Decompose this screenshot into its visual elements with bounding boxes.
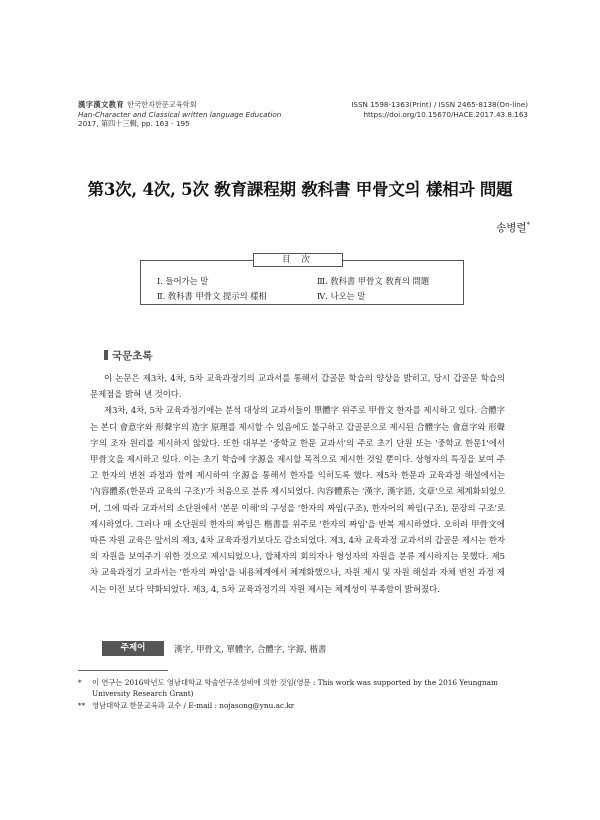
footnotes [78,677,528,711]
footnote-text: 이 연구는 2016학년도 영남대학교 학술연구조성비에 의한 것임(영문 : This work was supported by the 2016 Yeungnam University Research Grant) [92,678,498,699]
toc-item: Ⅱ. 敎科書 甲骨文 提示의 樣相 [157,291,267,301]
author-name: 송병렬 [496,222,527,234]
toc-item: Ⅲ. 敎科書 甲骨文 敎育의 問題 [317,276,430,286]
toc-heading: 目 次 [253,253,343,267]
keywords-label: 주제어 [102,641,164,656]
abstract-heading [104,348,153,363]
footnote [78,700,528,711]
toc-item: Ⅰ. 들어가는 말 [157,276,209,286]
volume-info: 2017, 第四十三輯, pp. 163 - 195 [78,119,190,128]
table-of-contents [140,255,464,305]
abstract-paragraph: 이 논문은 제3차, 4차, 5차 교육과정기의 교과서를 통해서 갑골문 학습의 양상을 밝히고, 당시 갑골문 학습의 문제점을 밝혀 낸 것이다. [90,373,505,400]
society-name: 한국한자한문교육학회 [127,100,197,109]
paper-title: 第3次, 4次, 5次 敎育課程期 敎科書 甲骨文의 樣相과 問題 [87,180,513,199]
abstract-body [90,370,505,597]
abstract-paragraph: 제3차, 4차, 5차 교육과정기에는 분석 대상의 교과서들이 單體字 위주로 甲骨文 한자를 제시하고 있다. 合體字는 본디 會意字와 形聲字의 造字 原理를 제시할 수 있음에도 불구하고 갑골문으로 제시된 合體字는 會意字와 形聲字의 조자 원리를 제시하지 않았다. 또한 대부분 '중학교 한문 교과서'의 주로 초기 단원 또는 '중학교 한문1'에서 甲骨文을 제시하고 있다. 이는 초기 학습에 字源을 제시할 목적으로 제시한 것일 뿐이다. 상형자의 특징을 보여 주고 한자의 변천 과정과 함께 제시하여 字源을 통해서 한자를 익히도록 했다. 제5차 한문과 교육과정 해설에서는 '內容體系(한문과 교육의 구조)'가 처음으로 분류 제시되었다. 內容體系는 '漢字, 漢字語, 文章'으로 체계화되었으며, 그에 따라 교과서의 소단원에서 '본문 이해'의 구성을 '한자의 짜임(구조), 한자어의 짜임(구조), 문장의 구조'로 제시하였다. 그러나 매 소단원의 한자의 짜임은 楷書를 위주로 '한자의 짜임'을 반복 제시하였다. 오히려 甲骨文에 따른 자원 교육은 앞서의 제3, 4차 교육과정기보다도 감소되었다. 제3, 4차 교육과정 교과서의 갑골문 제시는 한자의 자원을 보여주기 위한 것으로 제시되었으나, 합체자의 회의자나 형성자의 자원을 분류 제시하지는 못했다. 제5차 교육과정기 교과서는 '한자의 짜임'을 내용체계에서 체계화했으나, 자원 제시 및 자원 해설과 자체 변천 과정 제시는 이전 보다 약화되었다. 제3, 4, 5차 교육과정기의 자원 제시는 체계성이 부족함이 밝혀졌다. [90,405,505,594]
footnote-mark: * [78,678,82,687]
journal-logo: 漢字漢文教育 [78,100,125,109]
doi-link[interactable]: https://doi.org/10.15670/HACE.2017.43.8.163 [363,109,528,119]
issn: ISSN 1598-1363(Print) / ISSN 2465-8138(On-line) [351,100,528,109]
footnote-text: 영남대학교 한문교육과 교수 / E-mail : nojasong@ynu.ac.kr [92,700,295,710]
footnote-mark: ** [78,700,86,710]
footnote-divider [78,670,168,671]
publication-ids [288,100,528,119]
abstract-heading-label: 국문초록 [112,350,153,362]
keywords-list: 漢字, 甲骨文, 單體字, 合體字, 字源, 楷書 [174,644,327,654]
toc-item: Ⅳ. 나오는 말 [317,291,366,301]
footnote [78,677,528,700]
author-footnote-mark: * [526,220,530,229]
journal-english-name: Han-Character and Classical written language Education [78,109,282,119]
heading-marker [104,350,108,360]
keywords [102,641,502,656]
journal-info [78,100,318,129]
author [496,220,530,235]
